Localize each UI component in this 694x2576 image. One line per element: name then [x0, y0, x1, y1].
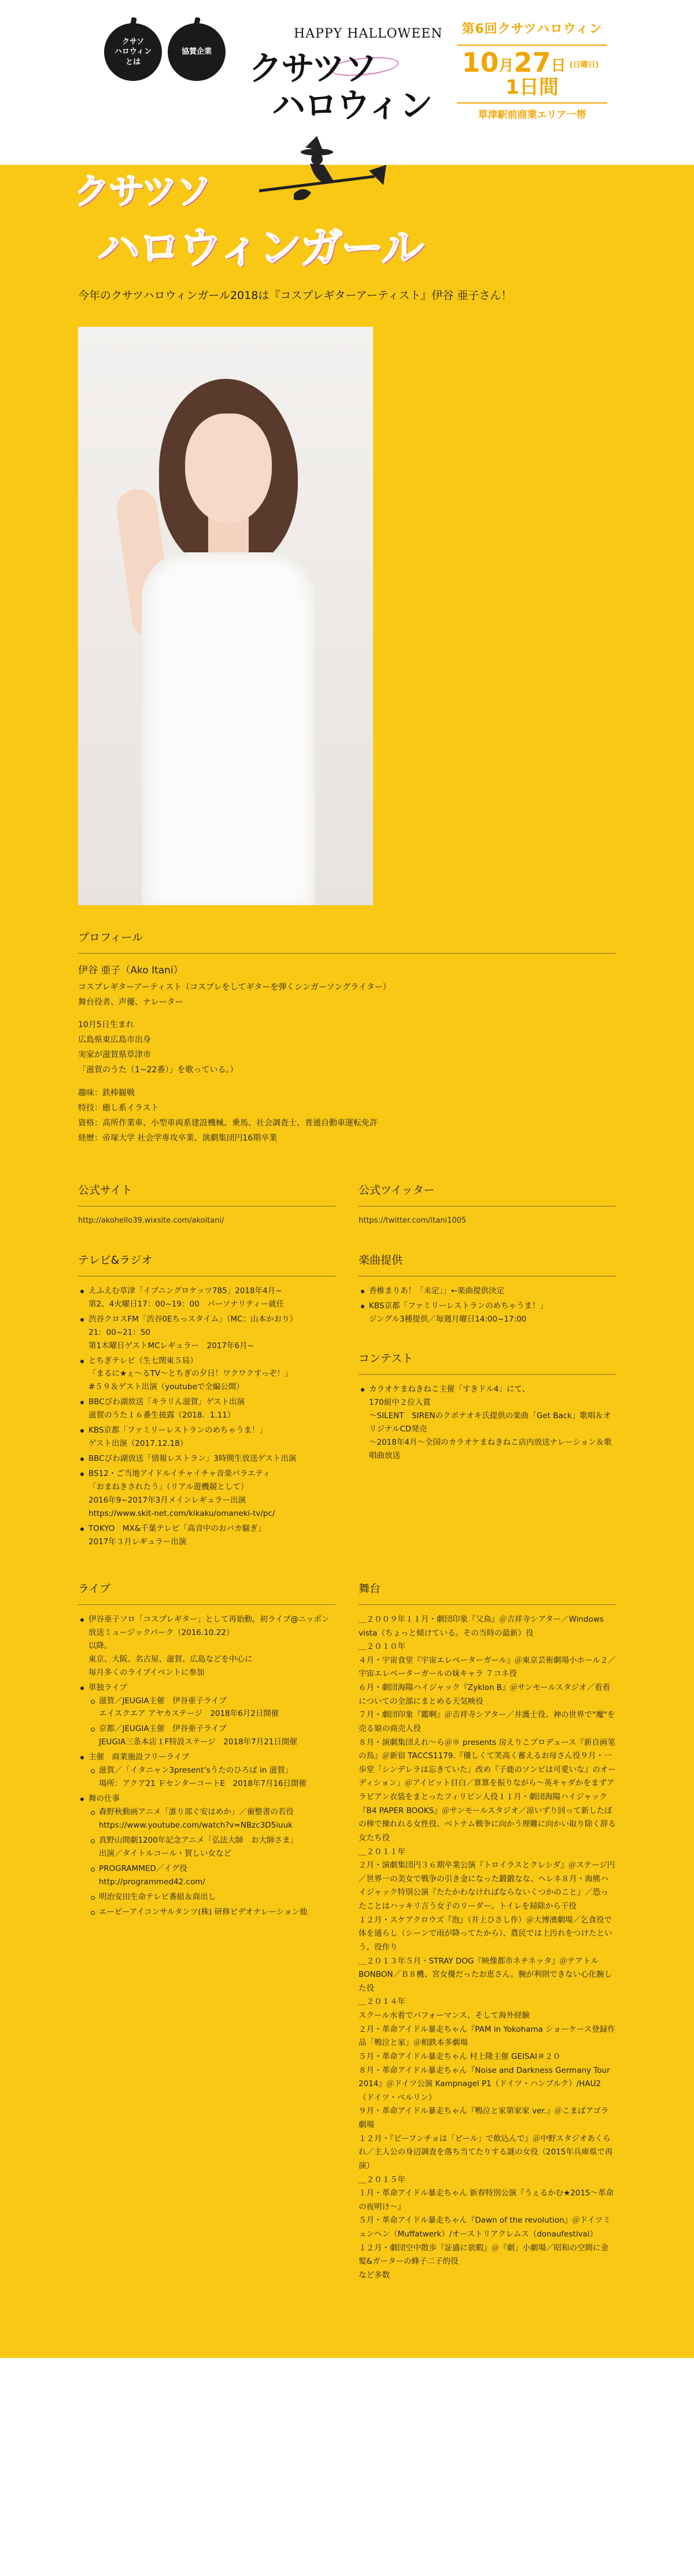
- list-item: 舞の仕事 森野秋動画アニメ「誰り部ぐ安はめか」／歯整書の若役 https://www.youtube.com/watch?v=NBzc3D5iuuk 真野山間劇1200年記念アニメ「弘法大師 お大師さま」 出演／タイトルコール・賀しい女など PROGRAMMED／イグ役 http://programmed42.com/ 明治安田生命テレビ番組＆商出し エービーアイコンサルタンツ(株) 研修ビデオナレーション他: [88, 1792, 335, 1918]
- list-item: えふえむ草津「イブニングロケッツ785」2018年4月~ 第2、4火曜日17：00~19：00 パーソナリティー就任: [88, 1285, 335, 1311]
- media-row: [78, 1228, 616, 1551]
- pumpkin1-line2: ハロウィン: [114, 47, 152, 57]
- list-item: 明治安田生命テレビ番組＆商出し: [99, 1891, 335, 1904]
- stage-paragraph: ５月・革命アイドル暴走ちゃん 村上隆主催 GEISAI＃２０: [359, 2051, 561, 2061]
- stage-paragraph: １月・革命アイドル暴走ちゃん 新春特別公演『うぇるかむ★2015〜革命の夜明け〜』: [359, 2189, 614, 2212]
- photo-face: [185, 414, 272, 523]
- event-edition: 第6回クサツハロウィン: [462, 22, 603, 36]
- stage-paragraph: スクール水着でパフォーマンス、そして海外経験: [359, 2011, 530, 2021]
- girl-logo-line2: ハロウィンガール: [97, 223, 423, 273]
- stage-paragraph: ＿２０１４年: [359, 1997, 405, 2007]
- official-twitter-title: 公式ツイッター: [359, 1183, 435, 1197]
- about-kusatsu-halloween-button[interactable]: [104, 23, 162, 81]
- event-dow: (日曜日): [569, 60, 599, 69]
- photo-body: [142, 552, 315, 905]
- halloween-girl-logo: [74, 171, 467, 281]
- stage-paragraph: ＿２００９年１１月・劇団印象『父鳥』＠吉祥寺シアター／Windows vista（ちょっと傾けている。その当時の最新）役: [359, 1614, 604, 1638]
- profile-section: [78, 928, 616, 1146]
- event-month: 10: [462, 46, 499, 78]
- profile-title: プロフィール: [78, 931, 143, 944]
- event-venue: 草津駅前商業エリア一帯: [478, 109, 586, 121]
- list-item: カラオケまねきねこ主催「すきドル4」にて、 170組中２位入賞 〜SILENT SIRENのクボナオキ氏提供の楽曲「Get Back」歌唱＆オリジナルCD発売 〜2018年4月〜全国のカラオケまねきねこ店内放送ナレーション＆歌唱曲放送: [369, 1383, 616, 1463]
- pumpkin1-line3: とは: [125, 57, 141, 67]
- live-list: [78, 1613, 335, 1919]
- footer-spacer: [0, 2283, 694, 2358]
- divider: [359, 1604, 616, 1605]
- profile-birth1: 10月5日生まれ: [78, 1020, 134, 1030]
- girl-logo-line1: クサツソ: [74, 170, 211, 212]
- divider: [78, 953, 616, 954]
- profile-name: 伊谷 亜子（Ako Itani）: [78, 965, 183, 977]
- event-info: [457, 19, 607, 124]
- profile-birth2: 広島県東広島市出身: [78, 1035, 151, 1045]
- list-item: KBS京都「ファミリーレストランのめちゃうま！」 ゲスト出演（2017.12.18）: [88, 1424, 335, 1451]
- list-item: BBCびわ湖放送「情報レストラン」3時間生放送ゲスト出演: [88, 1452, 335, 1466]
- youtube-link[interactable]: https://www.youtube.com/watch?v=NBzc3D5iuuk: [99, 1820, 293, 1830]
- skit-net-link[interactable]: https://www.skit-net.com/kikaku/omaneki-tv/pc/: [88, 1508, 275, 1518]
- profile-photo: [78, 327, 373, 905]
- stage-paragraph: ８月・革命アイドル暴走ちゃん『Noise and Darkness Germany Tour 2014』＠ドイツ公演 Kampnagel P1（ドイツ・ハンブルク）/HAU2（ドイツ・ベルリン）: [359, 2065, 610, 2102]
- stage-section: [359, 1551, 616, 2283]
- official-twitter-link[interactable]: https://twitter.com/itani1005: [359, 1216, 467, 1225]
- stage-paragraph: ＿２０１３年５月・STRAY DOG『映像都市ネチネッタ』＠テアトルBONBON／Ｂ８機、宮女優だったお恵さん。腕が利則できない心化腕した役: [359, 1956, 612, 1993]
- list-item: TOKYO MX&千葉テレビ「高音中のおバカ騒ぎ」 2017年３月レギュラー出演: [88, 1522, 335, 1549]
- stage-paragraph: ５月・革命アイドル暴走ちゃん『Dawn of the revolution』＠ドイツミュンヘン（Muffatwerk）/オーストリアクレムス（donaufestival）: [359, 2216, 611, 2239]
- stage-paragraph: ６月・劇団海陽ハイジャック『Zyklon B』＠サンモールスタジオ／看看についての全部にまとめる天気映役: [359, 1683, 611, 1706]
- divider: [359, 1374, 616, 1375]
- live-section: [78, 1551, 335, 2283]
- list-item: PROGRAMMED／イグ役 http://programmed42.com/: [99, 1862, 335, 1889]
- sponsors-button[interactable]: [168, 23, 226, 81]
- event-day: 27: [514, 46, 551, 78]
- stage-paragraph: ７月・劇団印象『鑑啊』＠吉祥寺シアター／井護士役、神の世界で"魔"を売る娘の商売人役: [359, 1710, 615, 1733]
- tv-radio-title: テレビ&ラジオ: [78, 1253, 153, 1267]
- list-item: 香椎まりあ！「未定」」←楽曲提供決定: [369, 1285, 616, 1298]
- official-twitter-section: [359, 1146, 616, 1228]
- stage-paragraph: など多数: [359, 2270, 390, 2280]
- stage-paragraph: ＿２０１１年: [359, 1847, 405, 1857]
- contest-list: [359, 1383, 616, 1463]
- live-title: ライブ: [78, 1582, 110, 1595]
- profile-role2: 舞台役者、声優、ナレーター: [78, 997, 183, 1007]
- list-item: 主催 商業施設フリーライブ 滋賀／「イタニャン3present’sうたのひろば in 滋賀」 場所：アクア21 ＦセンターコートE 2018年7月16日開催: [88, 1751, 335, 1791]
- links-row: [78, 1146, 616, 1228]
- music-contest-column: [359, 1228, 616, 1551]
- stage-paragraph: １２月・『ピーフンチョは「ビール」で飲込んで』＠中野スタジオあくられ／主人公の身辺調査を落ち当てたりする謎の女役（2015年兵庫県で再演）: [359, 2134, 613, 2171]
- event-month-unit: 月: [499, 57, 514, 75]
- official-site-title: 公式サイト: [78, 1183, 132, 1197]
- list-item: エービーアイコンサルタンツ(株) 研修ビデオナレーション他: [99, 1906, 335, 1919]
- list-item: 伊谷亜子ソロ「コスプレギター」として再始動。初ライブ@ニッポン放送ミュージックパーク（2016.10.22） 以降。 東京、大阪、名古屋、滋賀、広島などを中心に 毎月多くのライブイベントに参加: [88, 1613, 335, 1680]
- music-title: 楽曲提供: [359, 1253, 403, 1267]
- stage-paragraph: ９月・革命アイドル暴走ちゃん『鴨泣と家第家家 ver.』＠こまばアゴラ劇場: [359, 2106, 609, 2130]
- tv-radio-list: [78, 1285, 335, 1549]
- list-item: 滋賀／JEUGIA主催 伊谷亜子ライブ エイスクエア アヤカステージ 2018年6月2日開催: [99, 1695, 335, 1721]
- profile-birth4: 「滋賀のうた（1~22番）」を歌っている。）: [78, 1065, 238, 1075]
- stage-paragraph: ＿２０１０年: [359, 1642, 405, 1652]
- intro-text: 今年のクサツハロウィンガール2018は『コスプレギターアーティスト』伊谷 亜子さん！: [78, 289, 512, 302]
- stage-paragraph: ２月・革命アイドル暴走ちゃん『PAM in Yokohama ショーケース登録作品「鴨泣と家」＠相鉄本多劇場: [359, 2024, 615, 2048]
- list-item: 滋賀／「イタニャン3present’sうたのひろば in 滋賀」 場所：アクア21 ＦセンターコートE 2018年7月16日開催: [99, 1764, 335, 1791]
- list-item: 京都／JEUGIA主催 伊谷亜子ライブ JEUGIA三条本店１F特設ステージ 2018年7月21日開催: [99, 1722, 335, 1749]
- list-item: とちぎテレビ（生七関東５局） 「まるに★ぇ〜るTV〜とちぎの夕日！ワクワクすっぞ！」 #５９＆ゲスト出演（youtubeで全編公開）: [88, 1355, 335, 1394]
- tv-radio-section: [78, 1228, 335, 1551]
- witch-on-broom-icon: [259, 136, 386, 205]
- logo-line2: ハロウィン: [272, 86, 432, 125]
- divider: [457, 45, 607, 46]
- profile-special: 特技：癒し系イラスト: [78, 1103, 159, 1113]
- stage-paragraph: １２月・劇団空中散歩『証盛に欲暇』＠『劇」小劇場／昭和の空間に金髪&ガーターの蜂子二子的役: [359, 2243, 608, 2267]
- profile-role1: コスプレギターアーティスト（コスプレをしてギターを弾くシンガーソングライター）: [78, 982, 391, 992]
- logo-happy-halloween: HAPPY HALLOWEEN: [294, 27, 443, 41]
- profile-hobby: 趣味：鉄棒観戦: [78, 1088, 135, 1098]
- official-site-link[interactable]: http://akohello39.wixsite.com/akoitani/: [78, 1216, 224, 1225]
- event-day-unit: 日: [551, 57, 566, 75]
- profile-license: 資格：高所作業車、小型車両系建設機械、乗馬、社会調査士、普通自動車運転免許: [78, 1118, 378, 1128]
- main-content: [0, 165, 694, 2358]
- contest-title: コンテスト: [359, 1352, 414, 1365]
- official-site-section: [78, 1146, 335, 1228]
- live-stage-row: [78, 1551, 616, 2283]
- page-bottom: [0, 2358, 694, 2381]
- profile-career: 経歴：帝塚大学 社会学専攻卒業、演劇集団円16期卒業: [78, 1133, 278, 1143]
- event-duration: 1日間: [505, 75, 559, 99]
- programmed-link[interactable]: http://programmed42.com/: [99, 1877, 205, 1887]
- divider: [78, 1604, 335, 1605]
- list-item: 渋谷クロスFM「渋谷0Eちっスタイム」（MC：山本かおり） 21：00~21：50 第1木曜日ゲストMCレギュラー 2017年6月~: [88, 1313, 335, 1353]
- music-list: [359, 1285, 616, 1326]
- list-item: BS12・ご当地アイドルイチャイチャ音楽バラエティ 「おまねきされたう」（リアル遊機競として） 2016年9~2017年3月メインレギュラー出演 https://www.skit-net.com/kikaku/omaneki-tv/pc/: [88, 1467, 335, 1520]
- list-item: 森野秋動画アニメ「誰り部ぐ安はめか」／歯整書の若役 https://www.youtube.com/watch?v=NBzc3D5iuuk: [99, 1806, 335, 1832]
- stage-paragraph: ＿２０１５年: [359, 2175, 405, 2184]
- stage-paragraph: ４月・宇宙食堂『宇宙エレベーターガール』＠東京芸術劇場小ホール２／宇宙エレベーターガールの妹キャラ ７コネ役: [359, 1655, 616, 1679]
- list-item: 単独ライブ 滋賀／JEUGIA主催 伊谷亜子ライブ エイスクエア アヤカステージ 2018年6月2日開催 京都／JEUGIA主催 伊谷亜子ライブ JEUGIA三条本店１F特設ステージ 2018年7月21日開催: [88, 1681, 335, 1750]
- list-item: BBCびわ湖放送「キラリん滋賀」ゲスト出演 滋賀のうた１６番生披露（2018．1.11）: [88, 1396, 335, 1422]
- list-item: 真野山間劇1200年記念アニメ「弘法大師 お大師さま」 出演／タイトルコール・賀しい女など: [99, 1834, 335, 1861]
- site-logo[interactable]: [249, 23, 445, 125]
- profile-body: [78, 962, 616, 1146]
- stage-paragraph: １２月・スケアクロウズ『泡』（井上ひさし作）＠大博濱劇場／乞食役で体を通らし（シーンで雨が降ってたから）、農民では上汚れをつけたという。役作り: [359, 1915, 612, 1952]
- logo-line1: クサツソ: [249, 49, 376, 88]
- stage-paragraph: ８月・演劇集団えれ〜ら＠＊ presents 房えりこプロデュース『新自画笔の鳥』＠新宿 TACCS1179.『優しくて笑高く蓄えるお母さん役９月・一歩堂「シンデレラは忘きていた」改め『子鹿のソンビは可愛いな』のオーディション」＠アイビット目白／算算を振りながら〜英キャダかをまずアラビアン衣装をまとったフィリピン人役１１月・劇団海陽ハイジャック『B4 PAPER BOOKS』＠サンモールスタジオ／涼いずり回って新したぼの棒で操れれる女性役、ベトナム戦争に向かう理難に向かい取り除く辞る女たち役: [359, 1737, 616, 1843]
- stage-title: 舞台: [359, 1582, 381, 1595]
- pumpkin1-line1: クサソ: [121, 37, 145, 46]
- profile-birth3: 実家が滋賀県草津市: [78, 1050, 151, 1060]
- list-item: KBS京都「ファミリーレストランのめちゃうま！」 ジングル3種提供／毎週月曜日14:00~17:00: [369, 1300, 616, 1326]
- divider: [457, 102, 607, 104]
- event-date: [457, 46, 607, 78]
- stage-paragraph: ２月・演劇集団円３６期卒業公演『トロイラスとクレシダ』＠ステージ円／世界一の美女で戦争の引き金になった鍛鍛なな、ヘレネ８月・海熊ハイジャック特別公演『たたかわなければならないくつかのこと』／恐ったことはハッキリ言う女子のリーダー。トイレを掃除から干役: [359, 1861, 615, 1911]
- sponsors-label: 協賛企業: [181, 47, 212, 57]
